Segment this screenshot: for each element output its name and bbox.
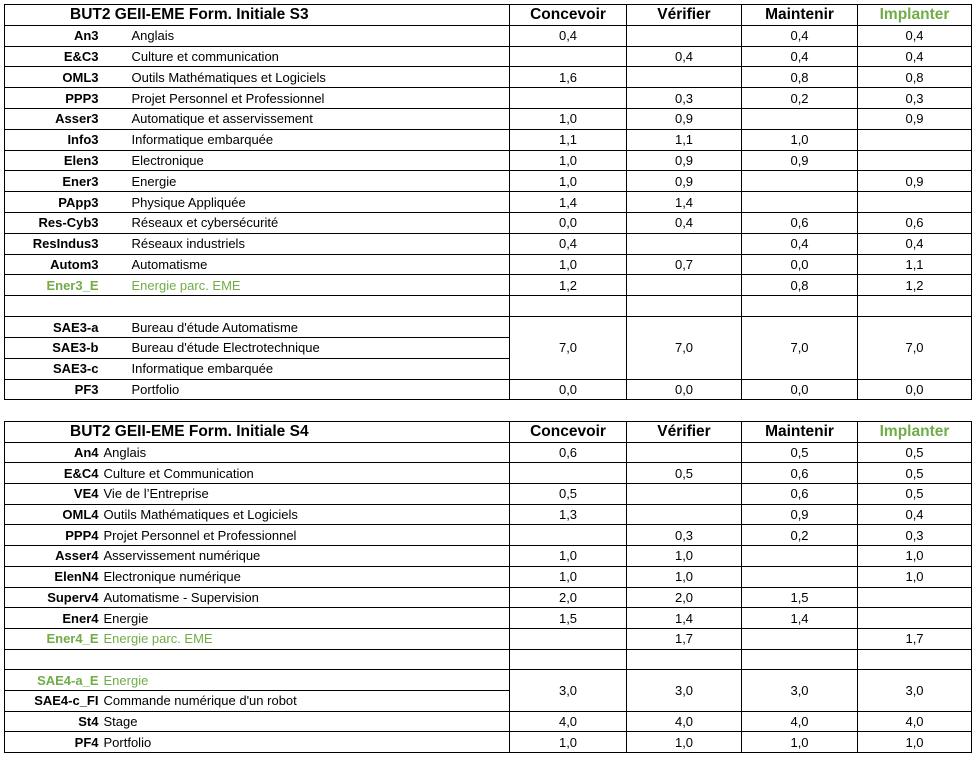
sae-label: Bureau d'étude Automatisme (102, 317, 510, 338)
table-row (5, 525, 972, 546)
coef-maintenir: 0,0 (742, 379, 858, 400)
module-label: Informatique embarquée (102, 129, 510, 150)
module-code: Ener4_E (5, 628, 102, 649)
module-code: Elen3 (5, 150, 102, 171)
sae-label: Bureau d'étude Electrotechnique (102, 337, 510, 358)
header-implanter: Implanter (858, 422, 972, 443)
table-row (5, 233, 972, 254)
coef-implanter: 0,5 (858, 484, 972, 505)
module-label: Culture et Communication (102, 463, 510, 484)
coef-concevoir: 1,4 (510, 192, 627, 213)
coef-concevoir: 1,1 (510, 129, 627, 150)
table-row (5, 212, 972, 233)
module-code: An4 (5, 442, 102, 463)
coef-implanter: 0,4 (858, 504, 972, 525)
module-label: Réseaux et cybersécurité (102, 212, 510, 233)
sae-row (5, 317, 972, 338)
header-row (5, 5, 972, 26)
sae-code: SAE3-a (5, 317, 102, 338)
empty-cell (627, 649, 742, 670)
coef-concevoir: 0,4 (510, 25, 627, 46)
module-label: Automatique et asservissement (102, 108, 510, 129)
module-code: An3 (5, 25, 102, 46)
spacer-row (5, 649, 972, 670)
coef-verifier: 0,7 (627, 254, 742, 275)
coef-verifier (627, 442, 742, 463)
coef-maintenir: 1,0 (742, 732, 858, 753)
table-row (5, 150, 972, 171)
coef-implanter: 1,0 (858, 566, 972, 587)
coef-concevoir: 1,0 (510, 546, 627, 567)
sae-coef-maintenir: 7,0 (742, 317, 858, 379)
coef-concevoir: 1,6 (510, 67, 627, 88)
coef-verifier: 1,0 (627, 732, 742, 753)
sae-code: SAE4-c_FI (5, 690, 102, 711)
coef-concevoir (510, 525, 627, 546)
module-label: Culture et communication (102, 46, 510, 67)
coef-maintenir: 0,6 (742, 484, 858, 505)
sae-coef-verifier: 7,0 (627, 317, 742, 379)
header-verifier: Vérifier (627, 5, 742, 26)
module-label: Energie (102, 171, 510, 192)
module-label: Projet Personnel et Professionnel (102, 88, 510, 109)
coef-maintenir: 0,9 (742, 504, 858, 525)
empty-cell (858, 296, 972, 317)
empty-cell (5, 296, 102, 317)
coef-implanter: 0,6 (858, 212, 972, 233)
coef-maintenir: 0,4 (742, 46, 858, 67)
sae-coef-concevoir: 3,0 (510, 670, 627, 711)
sae-label: Commande numérique d'un robot (102, 690, 510, 711)
module-label: Energie (102, 608, 510, 629)
table-row (5, 608, 972, 629)
module-label: Physique Appliquée (102, 192, 510, 213)
coef-maintenir: 0,6 (742, 212, 858, 233)
sae-row (5, 670, 972, 691)
coef-concevoir: 1,0 (510, 171, 627, 192)
table-title: BUT2 GEII-EME Form. Initiale S4 (5, 422, 510, 443)
module-code: Info3 (5, 129, 102, 150)
coef-concevoir: 0,5 (510, 484, 627, 505)
empty-cell (627, 296, 742, 317)
table-row (5, 67, 972, 88)
coef-verifier (627, 275, 742, 296)
coef-verifier (627, 67, 742, 88)
header-implanter: Implanter (858, 5, 972, 26)
coef-verifier: 1,1 (627, 129, 742, 150)
table-row (5, 628, 972, 649)
coef-verifier: 1,7 (627, 628, 742, 649)
module-label: Asservissement numérique (102, 546, 510, 567)
coef-concevoir (510, 628, 627, 649)
module-label: Anglais (102, 25, 510, 46)
sae-coef-implanter: 3,0 (858, 670, 972, 711)
coef-concevoir (510, 88, 627, 109)
coef-maintenir (742, 192, 858, 213)
coef-concevoir: 1,0 (510, 254, 627, 275)
coef-maintenir: 0,2 (742, 525, 858, 546)
table-row (5, 442, 972, 463)
coef-concevoir: 1,0 (510, 150, 627, 171)
table-row (5, 129, 972, 150)
empty-cell (858, 649, 972, 670)
module-label: Réseaux industriels (102, 233, 510, 254)
module-label: Automatisme - Supervision (102, 587, 510, 608)
coef-implanter (858, 129, 972, 150)
coef-maintenir (742, 546, 858, 567)
module-code: ElenN4 (5, 566, 102, 587)
coef-maintenir: 0,8 (742, 275, 858, 296)
sae-coef-verifier: 3,0 (627, 670, 742, 711)
module-label: Electronique (102, 150, 510, 171)
module-code: PPP4 (5, 525, 102, 546)
coef-implanter: 4,0 (858, 711, 972, 732)
coef-verifier: 0,5 (627, 463, 742, 484)
coef-maintenir: 0,2 (742, 88, 858, 109)
coef-maintenir (742, 628, 858, 649)
module-code: PApp3 (5, 192, 102, 213)
module-label: Outils Mathématiques et Logiciels (102, 67, 510, 88)
coef-implanter: 0,3 (858, 88, 972, 109)
coef-concevoir: 1,0 (510, 566, 627, 587)
empty-cell (102, 649, 510, 670)
coef-maintenir: 4,0 (742, 711, 858, 732)
coef-verifier (627, 484, 742, 505)
coef-maintenir: 0,4 (742, 233, 858, 254)
s4-table (4, 421, 972, 753)
coef-implanter (858, 150, 972, 171)
coef-verifier: 4,0 (627, 711, 742, 732)
module-label: Vie de l’Entreprise (102, 484, 510, 505)
header-row (5, 422, 972, 443)
empty-cell (5, 649, 102, 670)
coef-maintenir: 0,8 (742, 67, 858, 88)
table-row (5, 254, 972, 275)
coef-implanter (858, 608, 972, 629)
sae-label: Energie (102, 670, 510, 691)
module-label: Portfolio (102, 379, 510, 400)
coef-concevoir: 0,6 (510, 442, 627, 463)
table-row (5, 566, 972, 587)
module-label: Stage (102, 711, 510, 732)
table-row (5, 88, 972, 109)
table-row (5, 732, 972, 753)
coef-concevoir: 0,0 (510, 212, 627, 233)
sae-code: SAE3-c (5, 358, 102, 379)
coef-implanter: 0,4 (858, 25, 972, 46)
coef-maintenir (742, 171, 858, 192)
header-maintenir: Maintenir (742, 5, 858, 26)
coef-concevoir (510, 46, 627, 67)
coef-implanter: 0,9 (858, 171, 972, 192)
module-code: E&C3 (5, 46, 102, 67)
coef-implanter: 0,0 (858, 379, 972, 400)
sae-coef-maintenir: 3,0 (742, 670, 858, 711)
coef-maintenir: 0,9 (742, 150, 858, 171)
module-code: Autom3 (5, 254, 102, 275)
module-label: Energie parc. EME (102, 275, 510, 296)
coef-concevoir: 0,4 (510, 233, 627, 254)
module-label: Automatisme (102, 254, 510, 275)
coef-verifier (627, 504, 742, 525)
table-row (5, 711, 972, 732)
coef-concevoir: 4,0 (510, 711, 627, 732)
coef-maintenir: 0,4 (742, 25, 858, 46)
module-code: VE4 (5, 484, 102, 505)
table-row (5, 587, 972, 608)
coef-implanter: 1,2 (858, 275, 972, 296)
module-label: Anglais (102, 442, 510, 463)
module-label: Energie parc. EME (102, 628, 510, 649)
table-row (5, 463, 972, 484)
sae-code: SAE4-a_E (5, 670, 102, 691)
coef-maintenir: 1,5 (742, 587, 858, 608)
module-label: Electronique numérique (102, 566, 510, 587)
table-row (5, 25, 972, 46)
coef-implanter: 0,9 (858, 108, 972, 129)
coef-concevoir: 1,0 (510, 732, 627, 753)
module-code: Ener3_E (5, 275, 102, 296)
module-code: PF3 (5, 379, 102, 400)
module-code: PPP3 (5, 88, 102, 109)
module-code: St4 (5, 711, 102, 732)
table-row (5, 171, 972, 192)
coef-verifier: 0,9 (627, 108, 742, 129)
coef-verifier: 2,0 (627, 587, 742, 608)
empty-cell (102, 296, 510, 317)
coef-maintenir: 0,0 (742, 254, 858, 275)
header-concevoir: Concevoir (510, 5, 627, 26)
coef-implanter: 1,7 (858, 628, 972, 649)
header-verifier: Vérifier (627, 422, 742, 443)
coef-maintenir (742, 566, 858, 587)
coef-concevoir: 2,0 (510, 587, 627, 608)
table-title: BUT2 GEII-EME Form. Initiale S3 (5, 5, 510, 26)
s3-table (4, 4, 972, 400)
table-row (5, 504, 972, 525)
coef-implanter: 1,0 (858, 546, 972, 567)
coef-implanter: 0,4 (858, 46, 972, 67)
spacer-row (5, 296, 972, 317)
coef-verifier: 0,0 (627, 379, 742, 400)
coef-concevoir: 1,0 (510, 108, 627, 129)
coef-concevoir: 1,2 (510, 275, 627, 296)
coef-implanter: 0,4 (858, 233, 972, 254)
empty-cell (510, 649, 627, 670)
coef-maintenir: 0,5 (742, 442, 858, 463)
table-row (5, 546, 972, 567)
coef-verifier: 0,3 (627, 88, 742, 109)
coef-implanter (858, 587, 972, 608)
coef-implanter: 1,0 (858, 732, 972, 753)
coef-maintenir: 0,6 (742, 463, 858, 484)
coef-verifier: 0,4 (627, 46, 742, 67)
module-code: E&C4 (5, 463, 102, 484)
coef-verifier: 1,4 (627, 608, 742, 629)
header-maintenir: Maintenir (742, 422, 858, 443)
coef-maintenir: 1,0 (742, 129, 858, 150)
table-row (5, 46, 972, 67)
module-label: Outils Mathématiques et Logiciels (102, 504, 510, 525)
coef-implanter: 0,3 (858, 525, 972, 546)
module-code: OML4 (5, 504, 102, 525)
sae-coef-implanter: 7,0 (858, 317, 972, 379)
coef-implanter (858, 192, 972, 213)
coef-verifier (627, 25, 742, 46)
coef-verifier: 0,9 (627, 150, 742, 171)
module-code: OML3 (5, 67, 102, 88)
coef-concevoir (510, 463, 627, 484)
coef-verifier: 0,4 (627, 212, 742, 233)
coef-concevoir: 1,5 (510, 608, 627, 629)
table-row (5, 275, 972, 296)
module-label: Portfolio (102, 732, 510, 753)
table-row (5, 108, 972, 129)
empty-cell (510, 296, 627, 317)
table-row (5, 484, 972, 505)
module-code: Asser3 (5, 108, 102, 129)
table-row (5, 379, 972, 400)
module-code: ResIndus3 (5, 233, 102, 254)
empty-cell (742, 296, 858, 317)
coef-verifier: 0,3 (627, 525, 742, 546)
coef-implanter: 1,1 (858, 254, 972, 275)
coef-implanter: 0,8 (858, 67, 972, 88)
module-code: Ener3 (5, 171, 102, 192)
table-row (5, 192, 972, 213)
coef-implanter: 0,5 (858, 442, 972, 463)
module-code: Res-Cyb3 (5, 212, 102, 233)
header-concevoir: Concevoir (510, 422, 627, 443)
coef-concevoir: 1,3 (510, 504, 627, 525)
module-code: PF4 (5, 732, 102, 753)
coef-verifier: 1,0 (627, 566, 742, 587)
sae-code: SAE3-b (5, 337, 102, 358)
module-code: Superv4 (5, 587, 102, 608)
coef-maintenir: 1,4 (742, 608, 858, 629)
coef-verifier: 1,0 (627, 546, 742, 567)
sae-coef-concevoir: 7,0 (510, 317, 627, 379)
coef-verifier: 0,9 (627, 171, 742, 192)
coef-maintenir (742, 108, 858, 129)
empty-cell (742, 649, 858, 670)
coef-verifier (627, 233, 742, 254)
module-label: Projet Personnel et Professionnel (102, 525, 510, 546)
coef-implanter: 0,5 (858, 463, 972, 484)
coef-concevoir: 0,0 (510, 379, 627, 400)
coef-verifier: 1,4 (627, 192, 742, 213)
module-code: Ener4 (5, 608, 102, 629)
sae-label: Informatique embarquée (102, 358, 510, 379)
module-code: Asser4 (5, 546, 102, 567)
